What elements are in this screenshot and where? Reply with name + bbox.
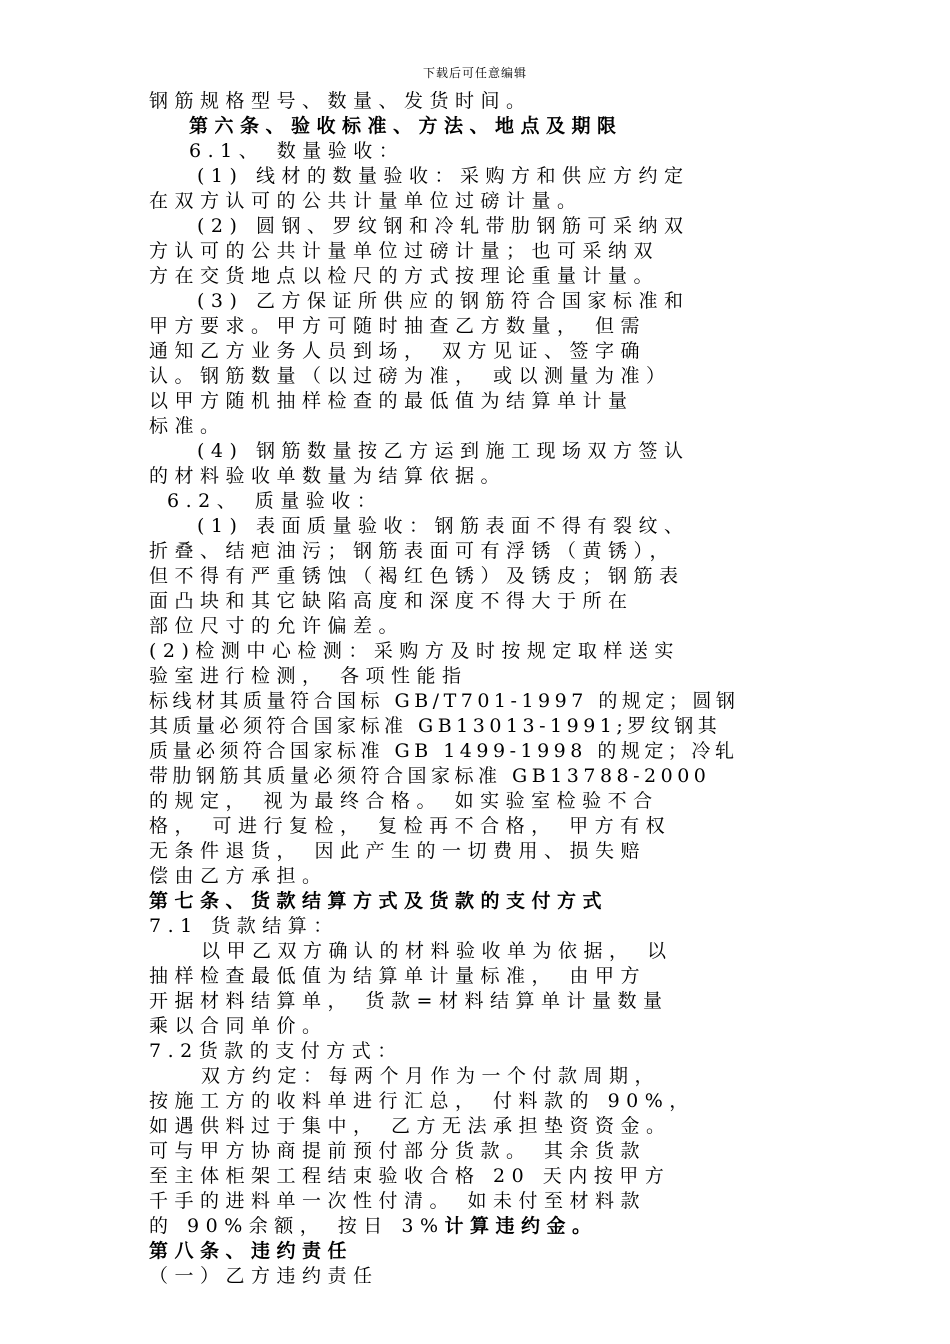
text-line-content: 第六条、验收标准、方法、地点及期限 <box>189 115 623 137</box>
text-line-content: (3) 乙方保证所供应的钢筋符合国家标准和 <box>197 290 690 312</box>
text-line-content: 如遇供料过于集中， 乙方无法承担垫资资金。 <box>149 1115 672 1137</box>
text-line-content: 但不得有严重锈蚀（褐红色锈）及锈皮；钢筋表 <box>149 565 685 587</box>
text-line-content: 格， 可进行复检， 复检再不合格， 甲方有权 <box>149 815 672 837</box>
text-line <box>149 389 809 414</box>
text-line <box>149 339 809 364</box>
text-line-content: 标准。 <box>149 415 226 437</box>
text-line <box>149 814 809 839</box>
text-line-content: 6.1、 数量验收： <box>189 140 405 162</box>
text-line <box>149 439 809 464</box>
text-line <box>149 264 809 289</box>
page-header: 下载后可任意编辑 <box>422 66 527 80</box>
text-line-content: 方在交货地点以检尺的方式按理论重量计量。 <box>149 265 660 287</box>
text-line-content: 至主体柜架工程结束验收合格 20 天内按甲方 <box>149 1165 671 1187</box>
text-line <box>149 664 809 689</box>
text-line <box>149 1264 809 1289</box>
text-line <box>149 1014 809 1039</box>
text-line-content: 其质量必须符合国家标准 GB13013-1991;罗纹钢其 <box>149 715 722 737</box>
text-line <box>149 514 809 539</box>
text-line <box>149 1039 809 1064</box>
text-line <box>149 689 809 714</box>
text-line <box>149 939 809 964</box>
text-line <box>149 1189 809 1214</box>
text-line-content: 无条件退货， 因此产生的一切费用、损失赔 <box>149 840 647 862</box>
text-line <box>149 589 809 614</box>
text-line <box>149 1064 809 1089</box>
text-line-content: 在双方认可的公共计量单位过磅计量。 <box>149 190 583 212</box>
text-line <box>149 564 809 589</box>
text-line-content: 验室进行检测， 各项性能指 <box>149 665 468 687</box>
text-line <box>149 614 809 639</box>
text-line <box>149 239 809 264</box>
text-line-content: 按施工方的收料单进行汇总， 付料款的 90%， <box>149 1090 695 1112</box>
text-line-content: 折叠、结疤油污；钢筋表面可有浮锈（黄锈）， <box>149 540 676 562</box>
text-line <box>149 189 809 214</box>
text-line-content: 开据材料结算单， 货款=材料结算单计量数量 <box>149 990 669 1012</box>
text-line <box>149 739 809 764</box>
text-line-content: 7.2货款的支付方式： <box>149 1040 403 1062</box>
text-line <box>149 714 809 739</box>
text-line <box>149 289 809 314</box>
text-line <box>149 1089 809 1114</box>
text-line-content: (2) 圆钢、罗纹钢和冷轧带肋钢筋可采纳双 <box>197 215 690 237</box>
text-line-content: 可与甲方协商提前预付部分货款。 其余货款 <box>149 1140 647 1162</box>
text-line <box>149 314 809 339</box>
text-line <box>149 1164 809 1189</box>
text-line-content: (1) 表面质量验收：钢筋表面不得有裂纹、 <box>197 515 690 537</box>
text-line-content: 7.1 货款结算： <box>149 915 339 937</box>
text-line-content: (4) 钢筋数量按乙方运到施工现场双方签认 <box>197 440 690 462</box>
text-line-content: 通知乙方业务人员到场， 双方见证、签字确 <box>149 340 647 362</box>
text-line-content: 部位尺寸的允许偏差。 <box>149 615 405 637</box>
document-body <box>149 89 809 1289</box>
text-line-content: 抽样检查最低值为结算单计量标准， 由甲方 <box>149 965 647 987</box>
text-line <box>149 164 809 189</box>
text-line <box>149 364 809 389</box>
text-line-content: 双方约定：每两个月作为一个付款周期， <box>201 1065 661 1087</box>
text-line-content: 认。钢筋数量（以过磅为准， 或以测量为准） <box>149 365 672 387</box>
text-line <box>149 539 809 564</box>
text-line <box>149 839 809 864</box>
text-line <box>149 764 809 789</box>
text-line-content: 质量必须符合国家标准 GB 1499-1998 的规定；冷轧 <box>149 740 739 762</box>
text-line-content: 带肋钢筋其质量必须符合国家标准 GB13788-2000 <box>149 765 711 787</box>
text-line <box>149 89 809 114</box>
text-line-content: 甲方要求。甲方可随时抽查乙方数量， 但需 <box>149 315 647 337</box>
text-line <box>149 1214 809 1239</box>
text-line-content: （一）乙方违约责任 <box>149 1265 379 1287</box>
text-line <box>149 889 809 914</box>
text-line-bold-tail: 计算违约金。 <box>444 1215 598 1237</box>
text-line-content: 钢筋规格型号、数量、发货时间。 <box>149 90 532 112</box>
text-line <box>149 1239 809 1264</box>
text-line-content: 以甲方随机抽样检查的最低值为结算单计量 <box>149 390 634 412</box>
text-line-content: 第七条、货款结算方式及货款的支付方式 <box>149 890 609 912</box>
text-line <box>149 464 809 489</box>
text-line-content: 的规定， 视为最终合格。 如实验室检验不合 <box>149 790 659 812</box>
text-line-content: 乘以合同单价。 <box>149 1015 328 1037</box>
text-line <box>149 1114 809 1139</box>
text-line-content: (2)检测中心检测：采购方及时按规定取样送实 <box>149 640 680 662</box>
text-line-content: 方认可的公共计量单位过磅计量；也可采纳双 <box>149 240 660 262</box>
text-line-content: 面凸块和其它缺陷高度和深度不得大于所在 <box>149 590 634 612</box>
text-line <box>149 789 809 814</box>
text-line <box>149 489 809 514</box>
text-line <box>149 864 809 889</box>
text-line <box>149 639 809 664</box>
text-line-content: 标线材其质量符合国标 GB/T701-1997 的规定；圆钢 <box>149 690 740 712</box>
text-line <box>149 964 809 989</box>
text-line <box>149 914 809 939</box>
text-line-content: 的材料验收单数量为结算依据。 <box>149 465 507 487</box>
text-line <box>149 989 809 1014</box>
text-line <box>149 139 809 164</box>
text-line-content: 以甲乙双方确认的材料验收单为依据， 以 <box>201 940 673 962</box>
text-line-content: (1) 线材的数量验收：采购方和供应方约定 <box>197 165 690 187</box>
text-line <box>149 414 809 439</box>
text-line <box>149 114 809 139</box>
text-line <box>149 214 809 239</box>
text-line-content: 的 90%余额， 按日 3% <box>149 1215 445 1237</box>
text-line <box>149 1139 809 1164</box>
text-line-content: 第八条、违约责任 <box>149 1240 354 1262</box>
text-line-content: 6.2、 质量验收： <box>167 490 383 512</box>
text-line-content: 千手的进料单一次性付清。 如未付至材料款 <box>149 1190 647 1212</box>
text-line-content: 偿由乙方承担。 <box>149 865 328 887</box>
